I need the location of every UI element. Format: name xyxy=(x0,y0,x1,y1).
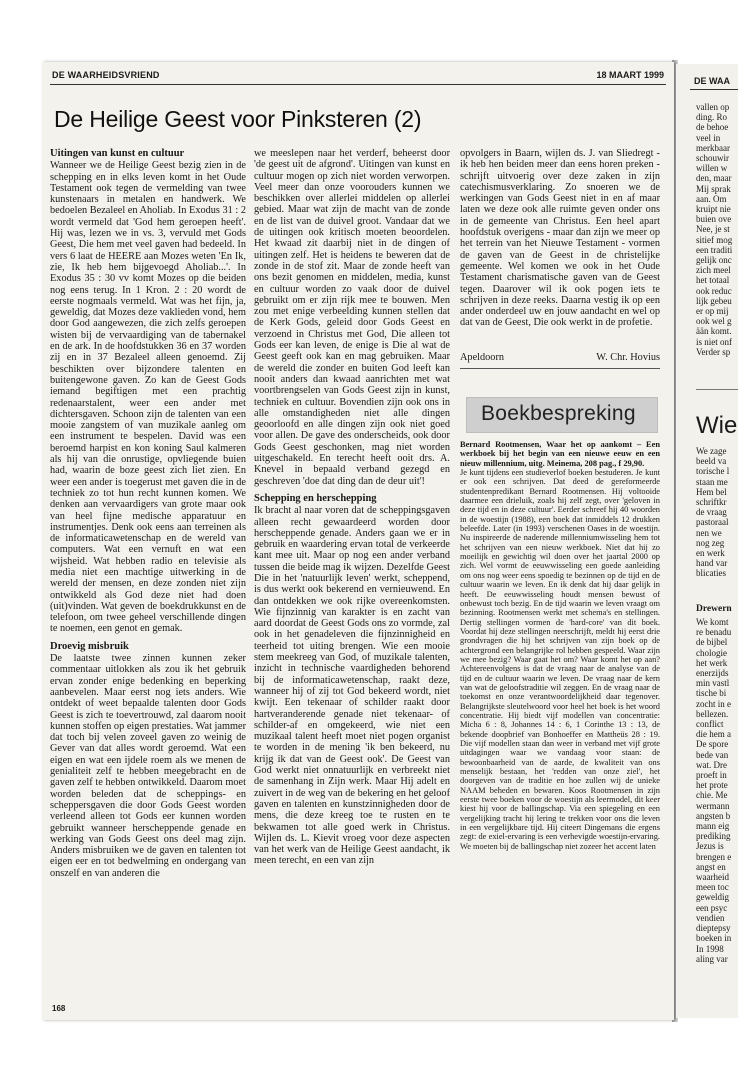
next-page-line: een traditi xyxy=(696,244,733,255)
next-page-line: torische l xyxy=(696,466,730,477)
next-page-line: wat. Dre xyxy=(696,759,727,770)
next-page-line: wermann xyxy=(696,800,730,811)
next-page-text-a xyxy=(696,102,738,357)
page-number: 168 xyxy=(52,1004,66,1013)
review-banner xyxy=(466,397,658,433)
magazine-page xyxy=(42,62,674,1020)
next-page-line: Hem bel xyxy=(696,486,727,497)
next-page-line: blicaties xyxy=(696,568,726,579)
next-page-line: geweldig xyxy=(696,892,729,903)
next-page-line: vendien xyxy=(696,912,725,923)
next-page-line: waarheid xyxy=(696,872,729,883)
paragraph: De laatste twee zinnen kunnen zeker commentaar uitlokken als zou ik het gebruik ervan zonder enige bedenking en beperking aanbevelen. Maar eerst nog iets anders. Wie ontdekt of weet bepaalde talenten door Gods Geest is zich te toevertrouwd, zal daarom nooit kunnen stoffen op eigen prestaties. Wat jammer dat toch bij velen zoveel gaven zo weinig de Gever van dat alles wordt geroemd. Wat een eigen en wat een ijdele roem als we menen de genialiteit zelf te hebben meegebracht en de gaven zelf te hebben ontwikkeld. Daarom moet worden beleden dat de scheppings- en scheppersgaven die door Gods Geest worden verleend alleen tot Gods eer kunnen worden gebruikt wanneer herscheppende genade en werking van Gods Geest ons deel mag zijn. Anders misbruiken we de gaven en talenten tot eigen eer en tot bedwelming en ondergang van onszelf en van anderen die xyxy=(50,653,246,879)
subheading-misuse: Droevig misbruik xyxy=(50,640,129,652)
next-page-text-c xyxy=(696,617,738,964)
next-page-line: dieptepsy xyxy=(696,923,731,934)
next-page-line: We zage xyxy=(696,446,727,456)
book-review xyxy=(460,440,660,851)
next-page-line: tische bi xyxy=(696,688,727,699)
next-page-line: aan. Om xyxy=(696,193,727,204)
next-page-line: Mij sprak xyxy=(696,183,731,194)
signature-rule xyxy=(460,368,660,369)
subheading-talents: Uitingen van kunst en cultuur xyxy=(50,148,185,159)
next-page-line: het totaal xyxy=(696,275,730,286)
next-page-line: zocht in e xyxy=(696,698,731,709)
issue-date: 18 MAART 1999 xyxy=(596,70,664,80)
signature-author: W. Chr. Hovius xyxy=(596,352,660,363)
paragraph: Ik bracht al naar voren dat de scheppingsgaven alleen recht gewaardeerd worden door herscheppende genade. Anders gaan we er in gebruik en waardering ervan total de verkeerde kant mee uit. Maar op nog een ander verband tussen die beide mag ik wijzen. Dezelfde Geest Die in het 'natuurlijk leven' werkt, scheppend, is dus werkt ook bekerend en vernieuwend. En dan ontdekken we ook rijke overeenkomsten. Wie fijnzinnig van karakter is en zacht van aard doordat de Geest Gods ons zo vormde, zal ook in het genadeleven die fijnzinnigheid en teerheid tot uiting brengen. Wie een mooie stem meekreeg van God, of muzikale talenten, inzicht in technische vaardigheden behorend bij de informaticawetenschap, raakt deze, wanneer hij of zij tot God bekeerd wordt, niet kwijt. Een tekenaar of schilder raakt door hartveranderende genade niet tekenaar- of schilder-af en omgekeerd, wie niet een muzikaal talent heeft moet niet pogen organist te worden in de mening 'ik ben bekeerd, nu krijg ik dat van de Geest ook'. De Geest van God werkt niet onnatuurlijk en verbreekt niet de samenhang in Zijn werk. Maar Hij adelt en zuivert in de weg van de bekering en het geloof gaven en talenten en kunstzinnigheden door de mens, die deze kreeg toe te rusten en te bekwamen tot alle goed werk in Christus. Wijlen ds. L. Kievit vroeg voor deze aspecten van het werk van de Heilige Geest aandacht, ik meen terecht, en een van zijn xyxy=(254,505,450,867)
next-page-title: Wie xyxy=(696,412,738,439)
next-page-line: die hem a xyxy=(696,729,731,740)
next-page-line: angsten b xyxy=(696,810,731,821)
next-page-line: In 1998 xyxy=(696,943,724,954)
next-page-line: lijk gebeu xyxy=(696,295,732,306)
next-page-line: ook wel g xyxy=(696,316,732,327)
next-page-line: merkbaar xyxy=(696,142,730,153)
next-page-line: veel in xyxy=(696,132,721,143)
next-page-line: de behoe xyxy=(696,122,729,133)
next-page-line: conflict xyxy=(696,719,724,730)
next-page-line: de bijbel xyxy=(696,637,728,648)
next-page-line: brengen e xyxy=(696,851,732,862)
next-page-line: gelijk onc xyxy=(696,255,732,266)
next-header-rule xyxy=(690,89,738,90)
next-page-line: en werk xyxy=(696,548,725,559)
next-page-line: min vastl xyxy=(696,678,730,689)
next-page-line: meen toc xyxy=(696,882,729,893)
next-page-line: sitief mog xyxy=(696,234,733,245)
next-page-line: het prote xyxy=(696,780,728,791)
next-page-line: bellezen. xyxy=(696,708,729,719)
paragraph: we meeslepen naar het verderf, beheerst door 'de geest uit de afgrond'. Uitingen van kunst en cultuur mogen op zich niet worden verworpen. Veel meer dan onze voorouders kunnen we beschikken over allerlei middelen op allerlei gebied. Maar wat zijn de macht van de zonde en de list van de duivel groot. Vandaar dat we de uitingen ook kritisch moeten beoordelen. Het kwaad zit daarbij niet in de dingen of uitingen zelf. Het is heidens te beweren dat de zonde in de stof zit. Maar de zonde heeft van ons bezit genomen en middelen, media, kunst en cultuur worden zo vaak door de duivel gebruikt om er zijn rijk mee te bouwen. Men zou met enige verbeelding kunnen stellen dat de Kerk Gods, geleid door Gods Geest en verzoend in Christus met God, Die alleen tot Gods eer kan leven, de enige is Die al wat de Geest geeft ook kan en mag gebruiken. Maar de wereld die zonder en buiten God leeft kan nooit anders dan kwaad aanrichten met wat voortbrengselen van Gods Geest zijn in kunst, techniek en cultuur. Bovendien zijn ook ons in alle omstandigheden niet alle dingen geoorloofd en alle dingen zijn ook niet goed voor allen. De gave des onderscheids, ook door Gods Geest geschonken, mag niet worden uitgeschakeld. En terecht heeft ooit drs. A. Knevel in bepaald verband gezegd en geschreven 'doe dat ding dan de deur uit'! xyxy=(254,148,450,487)
review-heading: Boekbespreking xyxy=(481,402,636,425)
next-page-line: is niet onf xyxy=(696,336,732,347)
next-page-line: proeft in xyxy=(696,770,727,781)
signature-place: Apeldoorn xyxy=(460,352,505,363)
next-page-line: het werk xyxy=(696,657,728,668)
next-page-line: mann eig xyxy=(696,821,730,832)
article-column-2 xyxy=(254,148,450,1008)
next-page-line: pastoraal xyxy=(696,517,729,528)
subheading-creation: Schepping en herschepping xyxy=(254,492,377,504)
next-page-line: nen we xyxy=(696,527,722,538)
next-page-separator xyxy=(696,389,738,390)
running-header xyxy=(42,70,674,84)
next-page-line: chie. Me xyxy=(696,790,728,801)
next-page-line: hand var xyxy=(696,558,728,569)
next-page-line: We komt xyxy=(696,617,729,627)
next-page-line: vallen op xyxy=(696,102,730,112)
next-page-line: Nee, je st xyxy=(696,224,730,235)
next-page-line: schriftkr xyxy=(696,497,727,508)
next-page-line: kruipt nie xyxy=(696,204,731,215)
review-lead: Bernard Rootmensen, Waar het op aankomt – Een werkboek bij het begin van een nieuwe eeuw en een nieuw millennium, uitg. Meinema, 208 pag., f 29,90. xyxy=(460,440,660,468)
next-page-text-b xyxy=(696,446,738,579)
magazine-name: DE WAARHEIDSVRIEND xyxy=(52,70,160,80)
next-page-edge xyxy=(676,64,738,1018)
next-page-subheading: Drewern xyxy=(696,604,732,614)
next-page-line: re benadu xyxy=(696,627,732,638)
next-page-header: DE WAA xyxy=(694,76,730,86)
next-page-line: bede van xyxy=(696,749,729,760)
next-page-line: ään komt. xyxy=(696,326,732,337)
next-page-line: enerzijds xyxy=(696,668,729,679)
next-page-line: boeken in xyxy=(696,933,732,944)
next-page-line: staan me xyxy=(696,476,728,487)
article-column-1 xyxy=(50,148,246,1008)
next-page-line: chologie xyxy=(696,647,727,658)
next-page-line: beeld va xyxy=(696,456,727,467)
next-page-line: Verder sp xyxy=(696,346,731,357)
next-page-line: er op mij xyxy=(696,306,729,317)
next-page-line: zich meel xyxy=(696,265,731,276)
next-page-line: ding. Ro xyxy=(696,112,728,123)
review-text: Je kunt tijdens een studieverlof boeken bestuderen. Je kunt er ook een schrijven. Dat deed de gereformeerde studentenpredikant Bernard Rootmensen. Hij voltooide daarmee een drieluik, zoals hij zelf zegt, over 'geloven in deze tijd en in deze cultuur'. Eerder schreef hij 40 woorden in de woestijn (1988), een boek dat inmiddels 12 drukken beleefde. Later (in 1993) verschenen Oases in de woestijn. Nu inspireerde de naderende millenniumwisseling hem tot het schrijven van een nieuw werkboek. Niet dat hij zo moeilijk en gewichtig wil doen over het jaartal 2000 op zich. Wel vormt de eeuwwisseling een goede aanleiding om ons nog weer eens spoedig te bezinnen op de tijd en de cultuur waarin we leven. En ik denk dat hij daar gelijk in heeft. De eeuwwisseling houdt mensen bewust of onbewust toch bezig. En de tijd waarin we leven vraagt om bezinning. Rootmensen werkt met schema's en stellingen. Dertig stellingen vormen de 'hard-core' van dit boek. Voordat hij deze stellingen neerschrijft, meldt hij eerst drie grondvragen die hij het schrijven van zijn boek op de achtergrond een belangrijke rol hebben gespeeld. Waar zijn we mee bezig? Waar gaat het om? Waar komt het op aan? Achtereenvolgens is dat de vraag naar de analyse van de tijd en de cultuur waarin we leven. De vraag naar de kern van wat de geloofstraditie wil zeggen. En de vraag naar de toekomst en onze verantwoordelijkheid daar tegenover. Belangrijkste sleutelwoord voor heel het boek is het woord concentratie. Hij biedt vijf modellen van concentratie: Micha 6 : 8, Johannes 14 : 6, 1 Corinthe 13 : 13, de bekende doopbrief van Bonhoeffer en Mattheüs 28 : 19. Die vijf modellen staan dan weer in verband met vijf grote uitdagingen waar we vandaag voor staan: de bewoonbaarheid van de aarde, de kwaliteit van ons menselijk bestaan, het 'redden van onze ziel', het doorgeven van de traditie en hoe zullen wij de unieke NAAM beheden en bewaren. Koos Rootmensen in zijn eerste twee boeken voor de woestijn als leermodel, dit keer kiest hij voor de ballingschap. Via een spiegeling en een vergelijking tracht hij lering te trekken voor ons die leven in een vergelijkbare tijd. Hij citeert Dingemans die ergens zegt: de exiel-ervaring is een verhevigde woestijn-ervaring. We moeten bij de ballingschap niet zozeer het accent laten xyxy=(460,468,660,851)
header-rule xyxy=(50,84,666,85)
paragraph: opvolgers in Baarn, wijlen ds. J. van Sliedregt - ik heb hen beiden meer dan eens horen preken - schrijft uitvoerig over deze zaken in zijn catechismusverklaring. Zo snoeren we de werkingen van Gods Geest niet in en af maar laten we deze ook alle ruimte geven onder ons in de gemeente van Christus. Een heel apart hoofdstuk overigens - maar dan zijn we meer op het terrein van het Nieuwe Testament - vormen de gaven van de Geest in de christelijke gemeente. Wel komen we ook in het Oude Testament charismatische gaven van de Geest tegen. Daarover wil ik ook pogen iets te schrijven in deze reeks. Daarna vestig ik op een ander onderdeel uw en jouw aandacht en wel op dat van de Geest, Die ook werkt in de profetie. xyxy=(460,148,660,329)
article-title: De Heilige Geest voor Pinksteren (2) xyxy=(54,106,422,132)
next-page-line: ook reduc xyxy=(696,285,732,296)
next-page-line: den, maar xyxy=(696,173,732,184)
next-page-line: schouwir xyxy=(696,153,729,164)
next-page-line: aling var xyxy=(696,953,728,964)
next-page-line: willen w xyxy=(696,163,728,174)
next-page-line: De spore xyxy=(696,739,729,750)
next-page-line: de vraag xyxy=(696,507,727,518)
next-page-line: een psyc xyxy=(696,902,728,913)
next-page-line: nog zeg xyxy=(696,537,725,548)
next-page-line: prediking xyxy=(696,831,731,842)
next-page-line: buien ove xyxy=(696,214,732,225)
paragraph: Wanneer we de Heilige Geest bezig zien in de schepping en in elks leven komt in het Oude Testament ook tegen de vermelding van twee kunstenaars in metalen en handwerk. We bedoelen Bezaleel en Aholiab. In Exodus 31 : 2 wordt vermeld dat 'God hem geroepen heeft'. Hij was, lezen we in vs. 3, vervuld met Gods Geest, Die hem met veel gaven had bedeeld. In vers 6 laat de HEERE aan Mozes weten 'En Ik, zie, Ik heb hem bijgevoegd Aholiab...'. In Exodus 35 : 30 vv komt Mozes op die beiden nog eens terug. In 1 Kron. 2 : 20 wordt de eerste nogmaals vermeld. Wat was het fijn, ja, geweldig, dat Mozes deze vaklieden vond, hem door God aangewezen, die zich zelfs geroepen wisten bij de vervaardiging van de tabernakel en de ark. In de hoofdstukken 36 en 37 worden zij en in 37 Bezaleel alleen genoemd. Zij beschikten over bijzondere talenten en buitengewone gaven. Zo kan de Geest Gods iemand begiftigen met een prachtig redenaarstalent, weer een ander met dichtersgaven. Schoon zijn de talenten van een mooie zangstem of van muzikale aanleg om een instrument te bespelen. David was een beroemd harpist en kon koning Saul kalmeren als hij van die onrustige, opvliegende buien had, waarin de boze geest zich liet zien. En weer een ander is toegerust met gaven die in de techniek zo tot hun recht kunnen komen. We denken aan vervaardigers van grote maar ook van heel fijne medische apparatuur en instrumentjes. Denk ook eens aan terreinen als de informaticawetenschap en de wereld van computers. Wat een vernuft en wat een wijsheid. Wat hebben radio en televisie als media niet een machtige uitwerking in de wereld der mensen, en deze zonden niet zijn ontwikkeld als God deze niet had doen (uit)vinden. Wat geven de boekdrukkunst en de telefoon, om twee geheel verschillende dingen te noemen, een genot en gemak. xyxy=(50,160,246,635)
next-page-line: angst en xyxy=(696,861,726,872)
next-page-line: Jezus is xyxy=(696,841,724,852)
